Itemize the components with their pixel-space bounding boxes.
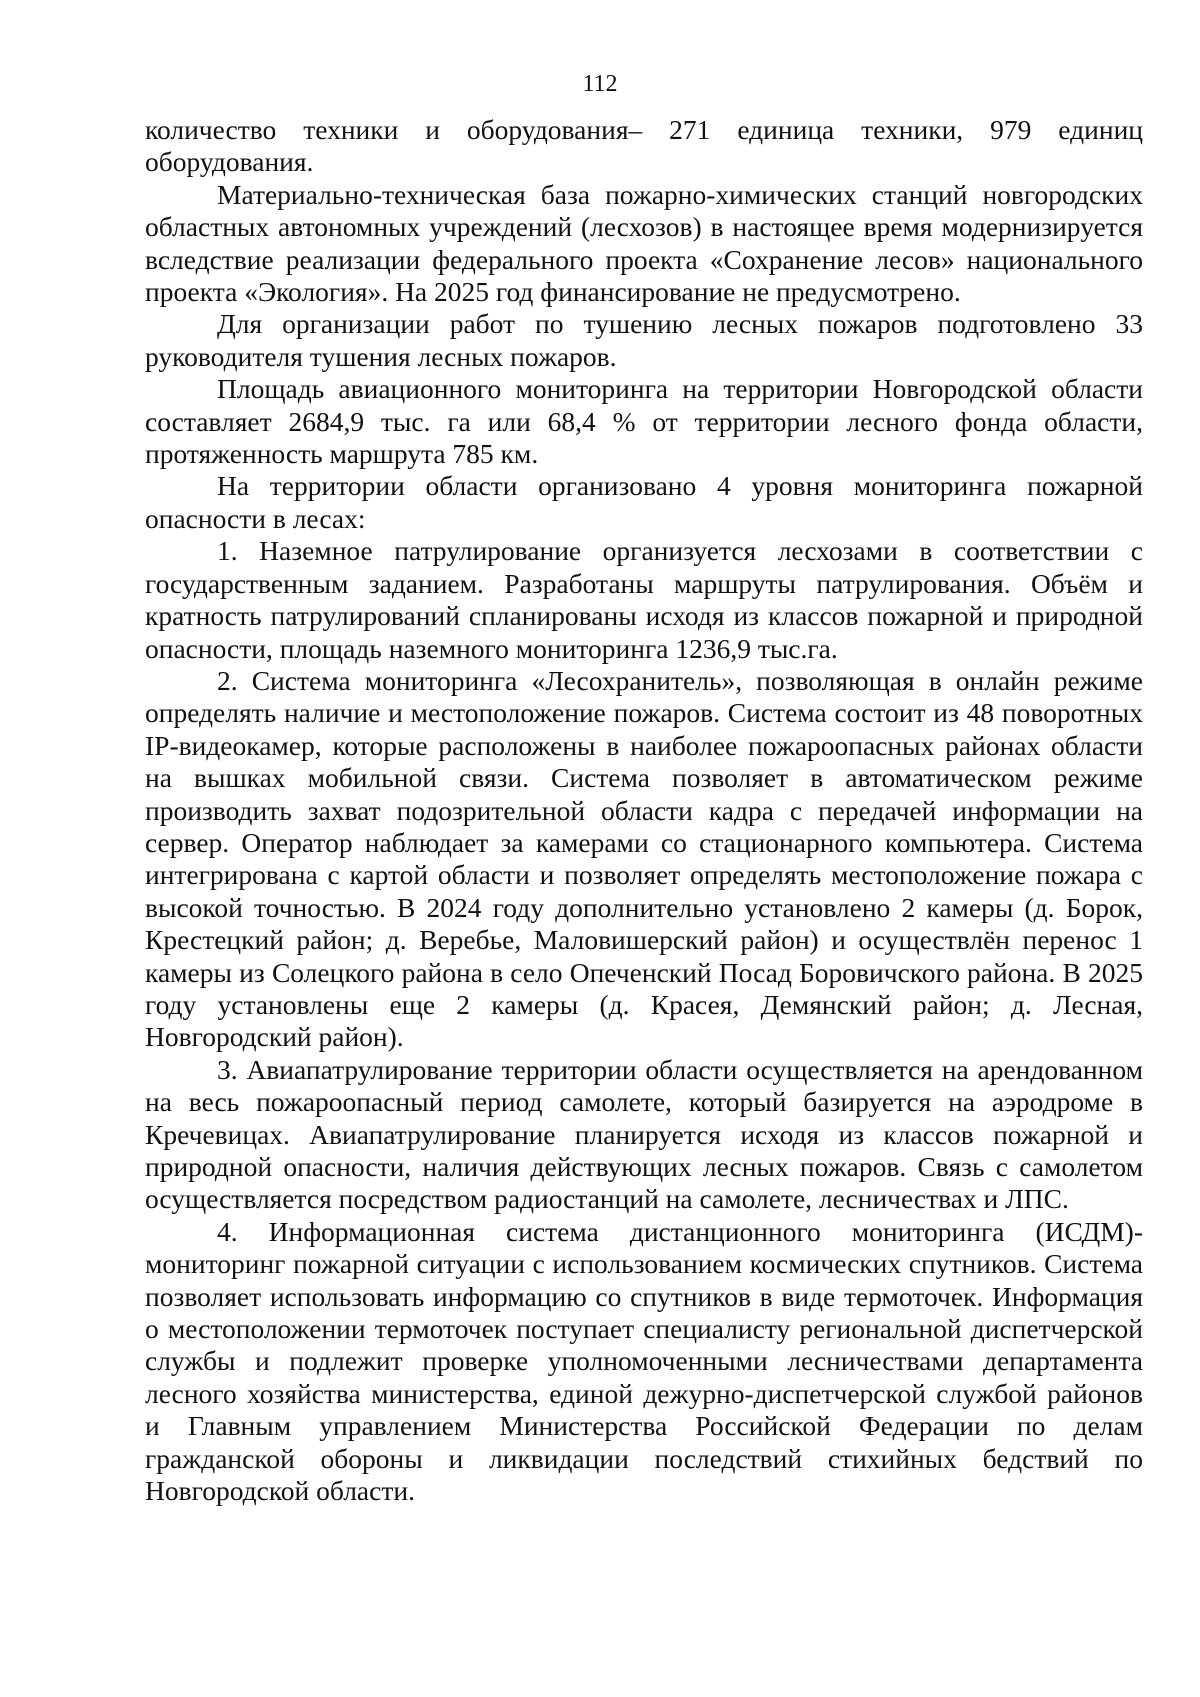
paragraph-isdm-system: 4. Информационная система дистанционного мониторинга (ИСДМ)- мониторинг пожарной ситуации с использованием космических спутников. Система позволяет использовать информацию со спутников в виде термоточек. Информация о местоположении термоточек поступает специалисту региональной диспетчерской службы и подлежит проверке уполномоченными лесничествами департамента лесного хозяйства министерства, единой дежурно-диспетчерской службой районов и Главным управлением Министерства Российской Федерации по делам гражданской обороны и ликвидации последствий стихийных бедствий по Новгородской области.	[145, 1215, 1143, 1507]
page-number: 112	[582, 71, 618, 97]
paragraph-monitoring-levels: На территории области организовано 4 уровня мониторинга пожарной опасности в лесах:	[145, 470, 1143, 534]
paragraph-aerial-monitoring-area: Площадь авиационного мониторинга на территории Новгородской области составляет 2684,9 тыс. га или 68,4 % от территории лесного фонда области, протяженность маршрута 785 км.	[145, 373, 1143, 470]
paragraph-material-base: Материально-техническая база пожарно-химических станций новгородских областных автономных учреждений (лесхозов) в настоящее время модернизируется вследствие реализации федерального проекта «Сохранение лесов» национального проекта «Экология». На 2025 год финансирование не предусмотрено.	[145, 178, 1143, 308]
paragraph-equipment-count: количество техники и оборудования– 271 единица техники, 979 единиц оборудования.	[145, 114, 1143, 178]
paragraph-aerial-patrol: 3. Авиапатрулирование территории области осуществляется на арендованном на весь пожароопасный период самолете, который базируется на аэродроме в Кречевицах. Авиапатрулирование планируется исходя из классов пожарной и природной опасности, наличия действующих лесных пожаров. Связь с самолетом осуществляется посредством радиостанций на самолете, лесничествах и ЛПС.	[145, 1053, 1143, 1215]
paragraph-fire-managers: Для организации работ по тушению лесных пожаров подготовлено 33 руководителя тушения лесных пожаров.	[145, 308, 1143, 372]
document-body	[145, 114, 1143, 1507]
paragraph-ground-patrol: 1. Наземное патрулирование организуется лесхозами в соответствии с государственным заданием. Разработаны маршруты патрулирования. Объём и кратность патрулирований спланированы исходя из классов пожарной и природной опасности, площадь наземного мониторинга 1236,9 тыс.га.	[145, 535, 1143, 664]
paragraph-lesokhranitel-system: 2. Система мониторинга «Лесохранитель», позволяющая в онлайн режиме определять наличие и местоположение пожаров. Система состоит из 48 поворотных IP-видеокамер, которые расположены в наиболее пожароопасных районах области на вышках мобильной связи. Система позволяет в автоматическом режиме производить захват подозрительной области кадра с передачей информации на сервер. Оператор наблюдает за камерами со стационарного компьютера. Система интегрирована с картой области и позволяет определять местоположение пожара с высокой точностью. В 2024 году дополнительно установлено 2 камеры (д. Борок, Крестецкий район; д. Веребье, Маловишерский район) и осуществлён перенос 1 камеры из Солецкого района в село Опеченский Посад Боровичского района. В 2025 году установлены еще 2 камеры (д. Красея, Демянский район; д. Лесная, Новгородский район).	[145, 664, 1143, 1053]
